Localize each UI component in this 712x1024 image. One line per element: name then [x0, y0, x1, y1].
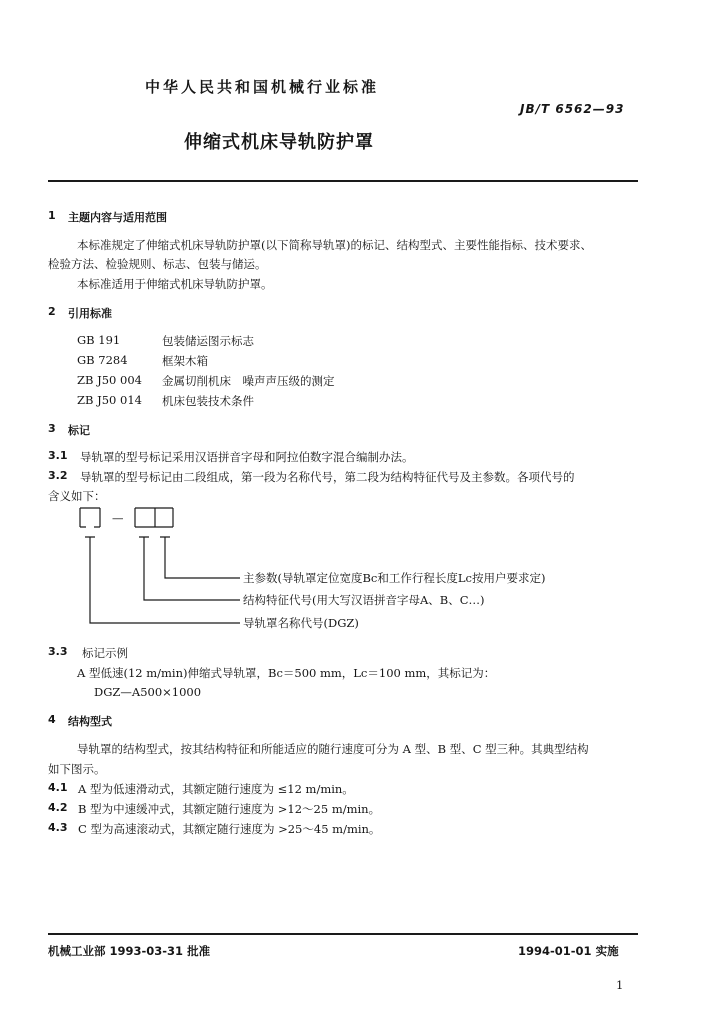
main-parameter-box [155, 508, 173, 527]
clause-3-3-title: 标记示例 [82, 646, 128, 660]
clause-number: 4.1 [48, 781, 68, 794]
reference-code: ZB J50 014 [77, 393, 142, 407]
reference-name: 机床包装技术条件 [162, 394, 254, 408]
leader-main-parameter [165, 537, 240, 578]
clause-text: C 型为高速滚动式，其额定随行速度为 >25～45 m/min。 [78, 822, 381, 836]
section-1-paragraph-line-1: 本标准规定了伸缩式机床导轨防护罩(以下简称导轨罩)的标记、结构型式、主要性能指标、技术要求、 [77, 238, 592, 252]
name-code-box [80, 508, 100, 527]
section-3-number: 3 [48, 422, 56, 435]
reference-code: GB 7284 [77, 353, 128, 367]
reference-code: ZB J50 004 [77, 373, 142, 387]
feature-code-box [135, 508, 155, 527]
effective-date: 1994-01-01 实施 [518, 944, 619, 958]
footer-rule [48, 933, 638, 935]
section-1-scope: 本标准适用于伸缩式机床导轨防护罩。 [77, 277, 273, 291]
standard-code: JB/T 6562—93 [520, 102, 625, 116]
diagram-label-main-parameter: 主参数(导轨罩定位宽度Bc和工作行程长度Lc按用户要求定) [243, 571, 546, 585]
section-4-title: 结构型式 [68, 715, 112, 728]
leader-feature-code [144, 537, 240, 600]
diagram-separator-dash: — [112, 511, 124, 525]
issuing-authority: 中华人民共和国机械行业标准 [145, 78, 380, 96]
diagram-label-feature-code: 结构特征代号(用大写汉语拼音字母A、B、C…) [243, 593, 485, 607]
clause-3-2-line-1: 导轨罩的型号标记由二段组成，第一段为名称代号，第二段为结构特征代号及主参数。各项代号的 [80, 470, 575, 484]
clause-3-2-number: 3.2 [48, 469, 68, 482]
clause-text: B 型为中速缓冲式，其额定随行速度为 >12～25 m/min。 [78, 802, 381, 816]
section-3-title: 标记 [68, 424, 90, 437]
clause-3-2-line-2: 含义如下： [48, 489, 106, 503]
page-number: 1 [616, 978, 624, 992]
reference-name: 金属切削机床 噪声声压级的测定 [162, 374, 335, 388]
section-4-paragraph-line-1: 导轨罩的结构型式，按其结构特征和所能适应的随行速度可分为 A 型、B 型、C 型三种。其典型结构 [77, 742, 589, 756]
diagram-label-name-code: 导轨罩名称代号(DGZ) [243, 616, 359, 630]
section-1-number: 1 [48, 209, 56, 222]
section-2-number: 2 [48, 305, 56, 318]
reference-name: 框架木箱 [162, 354, 208, 368]
marking-example-code: DGZ—A500×1000 [94, 685, 202, 699]
clause-3-3-number: 3.3 [48, 645, 68, 658]
clause-3-1-number: 3.1 [48, 449, 68, 462]
reference-code: GB 191 [77, 333, 121, 347]
section-2-title: 引用标准 [68, 307, 112, 320]
section-4-paragraph-line-2: 如下图示。 [48, 762, 106, 776]
header-rule [48, 180, 638, 182]
reference-name: 包装储运图示标志 [162, 334, 254, 348]
marking-example-text: A 型低速(12 m/min)伸缩式导轨罩，Bc＝500 mm，Lc＝100 mm，其标记为： [77, 666, 496, 680]
clause-text: A 型为低速滑动式，其额定随行速度为 ≤12 m/min。 [78, 782, 354, 796]
clause-number: 4.3 [48, 821, 68, 834]
clause-number: 4.2 [48, 801, 68, 814]
document-title: 伸缩式机床导轨防护罩 [184, 132, 374, 153]
section-4-number: 4 [48, 713, 56, 726]
clause-3-1-text: 导轨罩的型号标记采用汉语拼音字母和阿拉伯数字混合编制办法。 [80, 450, 414, 464]
section-1-title: 主题内容与适用范围 [68, 211, 167, 224]
section-1-paragraph-line-2: 检验方法、检验规则、标志、包装与储运。 [48, 257, 267, 271]
approval-date: 机械工业部 1993-03-31 批准 [48, 944, 211, 958]
